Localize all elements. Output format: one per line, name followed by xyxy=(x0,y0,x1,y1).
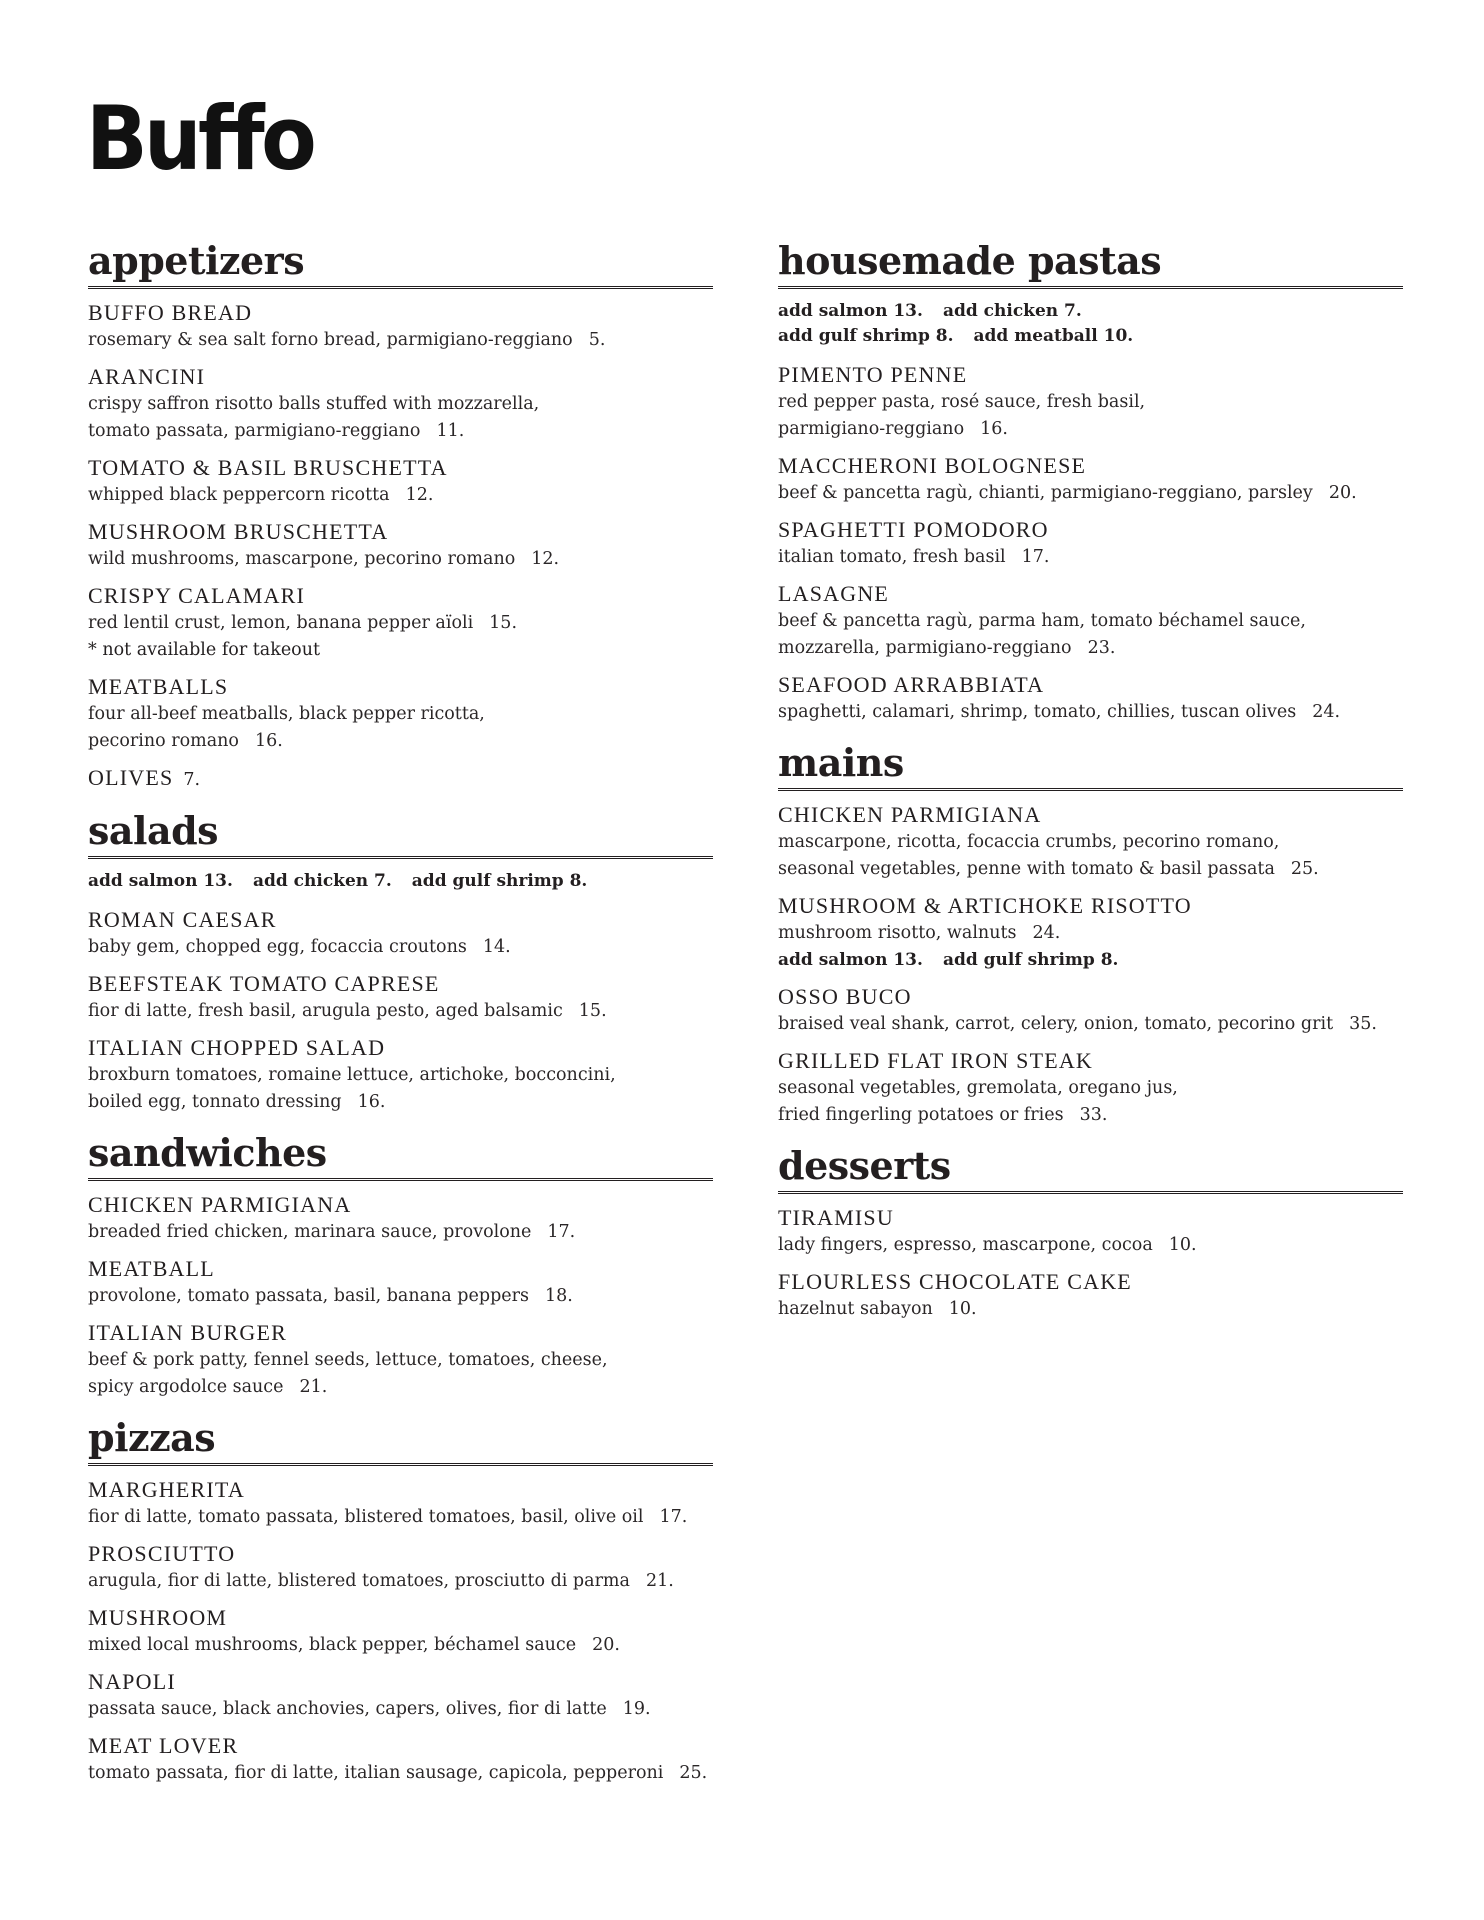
menu-column-left xyxy=(88,238,713,1801)
menu-item xyxy=(88,1604,713,1659)
item-name-text: MEATBALL xyxy=(88,1256,215,1281)
item-name xyxy=(778,516,1403,544)
item-description xyxy=(778,1102,1403,1129)
menu-item xyxy=(88,299,713,354)
item-description-text: crispy saffron risotto balls stuffed with mozzarella, xyxy=(88,394,540,414)
item-name-text: OSSO BUCO xyxy=(778,984,912,1009)
item-price: 15. xyxy=(489,613,518,633)
item-description-text: mascarpone, ricotta, focaccia crumbs, pecorino romano, xyxy=(778,832,1280,852)
item-description xyxy=(88,327,713,354)
item-description xyxy=(88,701,713,728)
item-name xyxy=(88,1255,713,1283)
item-price: 24. xyxy=(1032,923,1061,943)
menu-item xyxy=(88,673,713,755)
section-title: appetizers xyxy=(88,238,713,289)
item-price: 25. xyxy=(679,1763,708,1783)
menu-section-housemade-pastas xyxy=(778,238,1403,726)
menu-item xyxy=(778,580,1403,662)
menu-section-pizzas xyxy=(88,1415,713,1787)
item-name xyxy=(88,363,713,391)
item-description-text: seasonal vegetables, penne with tomato & basil passata xyxy=(778,859,1275,879)
menu-section-mains xyxy=(778,740,1403,1129)
addon-option: add gulf shrimp 8. xyxy=(942,950,1119,970)
menu-section-desserts xyxy=(778,1143,1403,1323)
item-description-text: passata sauce, black anchovies, capers, olives, fior di latte xyxy=(88,1699,607,1719)
item-name-text: SEAFOOD ARRABBIATA xyxy=(778,672,1045,697)
menu-item xyxy=(778,516,1403,571)
item-description xyxy=(88,1089,713,1116)
item-description xyxy=(88,728,713,755)
menu-item xyxy=(88,1255,713,1310)
item-name-text: MACCHERONI BOLOGNESE xyxy=(778,453,1087,478)
item-price: 18. xyxy=(544,1286,573,1306)
item-description-text: beef & pancetta ragù, chianti, parmigiano-reggiano, parsley xyxy=(778,483,1313,503)
item-name-text: CHICKEN PARMIGIANA xyxy=(88,1192,352,1217)
item-description xyxy=(88,482,713,509)
item-name xyxy=(778,801,1403,829)
item-name-text: ITALIAN BURGER xyxy=(88,1320,287,1345)
section-addons xyxy=(778,299,1403,349)
item-description xyxy=(778,608,1403,635)
item-name-text: TOMATO & BASIL BRUSCHETTA xyxy=(88,455,448,480)
item-description-text: whipped black peppercorn ricotta xyxy=(88,485,390,505)
menu-item xyxy=(778,983,1403,1038)
item-name-text: MUSHROOM & ARTICHOKE RISOTTO xyxy=(778,893,1192,918)
item-description-text: four all-beef meatballs, black pepper ricotta, xyxy=(88,704,485,724)
item-price: 24. xyxy=(1312,702,1341,722)
item-name xyxy=(88,1319,713,1347)
item-description xyxy=(88,1374,713,1401)
item-description-text: beef & pancetta ragù, parma ham, tomato béchamel sauce, xyxy=(778,611,1306,631)
item-name xyxy=(88,1034,713,1062)
item-name-text: PROSCIUTTO xyxy=(88,1541,236,1566)
item-name xyxy=(88,1191,713,1219)
item-price: 21. xyxy=(645,1571,674,1591)
item-description-text: parmigiano-reggiano xyxy=(778,419,965,439)
item-name-text: SPAGHETTI POMODORO xyxy=(778,517,1049,542)
item-description xyxy=(88,998,713,1025)
menu-item xyxy=(778,892,1403,974)
menu-item xyxy=(88,970,713,1025)
item-description-text: spicy argodolce sauce xyxy=(88,1377,284,1397)
item-name xyxy=(778,983,1403,1011)
item-description-text: mozzarella, parmigiano-reggiano xyxy=(778,638,1072,658)
item-price: 12. xyxy=(531,549,560,569)
item-name xyxy=(778,1047,1403,1075)
item-description-text: beef & pork patty, fennel seeds, lettuce, tomatoes, cheese, xyxy=(88,1350,608,1370)
menu-item xyxy=(88,906,713,961)
addon-option: add salmon 13. xyxy=(778,301,923,321)
item-name-text: CRISPY CALAMARI xyxy=(88,583,306,608)
item-name xyxy=(88,1604,713,1632)
item-price: 17. xyxy=(659,1507,688,1527)
item-name xyxy=(778,580,1403,608)
menu-item xyxy=(778,361,1403,443)
item-description-text: breaded fried chicken, marinara sauce, provolone xyxy=(88,1222,532,1242)
item-description-text: arugula, fior di latte, blistered tomatoes, prosciutto di parma xyxy=(88,1571,630,1591)
menu-item xyxy=(88,1191,713,1246)
item-description xyxy=(778,416,1403,443)
item-name-text: TIRAMISU xyxy=(778,1205,894,1230)
item-name xyxy=(88,1540,713,1568)
item-name-text: FLOURLESS CHOCOLATE CAKE xyxy=(778,1269,1132,1294)
item-name xyxy=(88,1668,713,1696)
item-price: 10. xyxy=(948,1299,977,1319)
item-name-text: LASAGNE xyxy=(778,581,890,606)
menu-item xyxy=(88,1540,713,1595)
item-price: 23. xyxy=(1087,638,1116,658)
item-description-text: pecorino romano xyxy=(88,731,239,751)
addon-option: add salmon 13. xyxy=(88,871,233,891)
item-name xyxy=(88,1732,713,1760)
menu-item xyxy=(778,452,1403,507)
item-name-text: MEATBALLS xyxy=(88,674,229,699)
item-price: 33. xyxy=(1079,1105,1108,1125)
item-name-text: MEAT LOVER xyxy=(88,1733,239,1758)
item-description xyxy=(778,1296,1403,1323)
item-name xyxy=(88,299,713,327)
item-description xyxy=(88,546,713,573)
item-note: * not available for takeout xyxy=(88,640,321,660)
item-description xyxy=(778,544,1403,571)
item-name xyxy=(88,673,713,701)
item-name xyxy=(88,906,713,934)
item-price: 21. xyxy=(299,1377,328,1397)
item-price: 12. xyxy=(405,485,434,505)
item-description xyxy=(88,1632,713,1659)
item-description xyxy=(778,480,1403,507)
item-description xyxy=(778,699,1403,726)
item-name-text: ITALIAN CHOPPED SALAD xyxy=(88,1035,386,1060)
menu-item xyxy=(778,1204,1403,1259)
item-description xyxy=(88,1760,713,1787)
item-name xyxy=(88,970,713,998)
item-name xyxy=(778,1268,1403,1296)
section-title: pizzas xyxy=(88,1415,713,1466)
item-description xyxy=(778,389,1403,416)
item-description xyxy=(88,610,713,637)
item-name-text: NAPOLI xyxy=(88,1669,176,1694)
item-price: 16. xyxy=(254,731,283,751)
item-description-text: seasonal vegetables, gremolata, oregano jus, xyxy=(778,1078,1178,1098)
menu-section-sandwiches xyxy=(88,1130,713,1401)
item-name xyxy=(88,764,713,794)
menu-item xyxy=(88,1732,713,1787)
item-description-text: rosemary & sea salt forno bread, parmigiano-reggiano xyxy=(88,330,573,350)
menu-item xyxy=(88,363,713,445)
item-description xyxy=(778,635,1403,662)
item-price: 19. xyxy=(622,1699,651,1719)
item-description xyxy=(88,1568,713,1595)
item-description-text: spaghetti, calamari, shrimp, tomato, chillies, tuscan olives xyxy=(778,702,1297,722)
addon-option: add gulf shrimp 8. xyxy=(411,871,588,891)
item-description-text: fried fingerling potatoes or fries xyxy=(778,1105,1064,1125)
addon-option: add chicken 7. xyxy=(942,301,1082,321)
item-description xyxy=(778,1011,1403,1038)
item-description xyxy=(88,1219,713,1246)
item-name xyxy=(778,1204,1403,1232)
item-description-text: provolone, tomato passata, basil, banana peppers xyxy=(88,1286,529,1306)
item-description-text: fior di latte, fresh basil, arugula pesto, aged balsamic xyxy=(88,1001,563,1021)
item-description xyxy=(88,391,713,418)
item-description-text: tomato passata, fior di latte, italian sausage, capicola, pepperoni xyxy=(88,1763,664,1783)
item-description xyxy=(88,418,713,445)
item-addons xyxy=(778,947,1403,974)
item-description-text: lady fingers, espresso, mascarpone, cocoa xyxy=(778,1235,1153,1255)
menu-item xyxy=(778,1047,1403,1129)
section-title: mains xyxy=(778,740,1403,791)
item-name-text: ROMAN CAESAR xyxy=(88,907,277,932)
item-price: 17. xyxy=(1021,547,1050,567)
item-name-text: BUFFO BREAD xyxy=(88,300,253,325)
item-name xyxy=(778,361,1403,389)
item-price: 7. xyxy=(183,770,201,790)
menu-section-appetizers xyxy=(88,238,713,794)
item-price: 14. xyxy=(482,937,511,957)
item-price: 15. xyxy=(578,1001,607,1021)
item-name xyxy=(88,454,713,482)
item-description xyxy=(88,1504,713,1531)
item-description-text: tomato passata, parmigiano-reggiano xyxy=(88,421,421,441)
item-description-text: red lentil crust, lemon, banana pepper aïoli xyxy=(88,613,474,633)
menu-item xyxy=(88,1319,713,1401)
section-title: salads xyxy=(88,808,713,859)
item-price: 25. xyxy=(1290,859,1319,879)
item-description xyxy=(778,829,1403,856)
item-price: 5. xyxy=(588,330,606,350)
menu-item xyxy=(88,518,713,573)
item-name xyxy=(778,452,1403,480)
menu-item xyxy=(88,764,713,794)
item-name-text: BEEFSTEAK TOMATO CAPRESE xyxy=(88,971,440,996)
item-description-text: mixed local mushrooms, black pepper, béchamel sauce xyxy=(88,1635,577,1655)
item-name xyxy=(88,582,713,610)
item-description-text: baby gem, chopped egg, focaccia croutons xyxy=(88,937,467,957)
item-description-text: red pepper pasta, rosé sauce, fresh basil, xyxy=(778,392,1146,412)
item-description-text: boiled egg, tonnato dressing xyxy=(88,1092,342,1112)
brand-logo: Buffo xyxy=(86,87,314,190)
item-description-text: mushroom risotto, walnuts xyxy=(778,923,1017,943)
item-name-text: CHICKEN PARMIGIANA xyxy=(778,802,1042,827)
item-description xyxy=(88,1347,713,1374)
addon-option: add chicken 7. xyxy=(252,871,392,891)
menu-item xyxy=(88,1476,713,1531)
item-description-text: hazelnut sabayon xyxy=(778,1299,933,1319)
menu-item xyxy=(778,671,1403,726)
item-description-text: broxburn tomatoes, romaine lettuce, artichoke, bocconcini, xyxy=(88,1065,616,1085)
menu-item xyxy=(88,1668,713,1723)
item-price: 16. xyxy=(357,1092,386,1112)
menu-column-right xyxy=(778,238,1403,1337)
item-name-text: MUSHROOM BRUSCHETTA xyxy=(88,519,389,544)
item-price: 17. xyxy=(547,1222,576,1242)
item-price: 35. xyxy=(1349,1014,1377,1034)
item-description xyxy=(778,856,1403,883)
menu-item xyxy=(778,801,1403,883)
item-name-text: ARANCINI xyxy=(88,364,206,389)
item-price: 10. xyxy=(1168,1235,1197,1255)
section-title: sandwiches xyxy=(88,1130,713,1181)
menu-section-salads xyxy=(88,808,713,1116)
menu-item xyxy=(88,1034,713,1116)
section-title: desserts xyxy=(778,1143,1403,1194)
addon-option: add gulf shrimp 8. xyxy=(778,326,954,346)
item-name xyxy=(88,518,713,546)
item-name-text: MARGHERITA xyxy=(88,1477,245,1502)
item-description xyxy=(778,1232,1403,1259)
item-description-text: wild mushrooms, mascarpone, pecorino romano xyxy=(88,549,516,569)
item-name-text: MUSHROOM xyxy=(88,1605,228,1630)
item-description-text: fior di latte, tomato passata, blistered tomatoes, basil, olive oil xyxy=(88,1507,644,1527)
addon-option: add salmon 13. xyxy=(778,950,923,970)
section-addons xyxy=(88,869,713,894)
item-name-text: PIMENTO PENNE xyxy=(778,362,968,387)
item-price: 20. xyxy=(1328,483,1357,503)
item-description-text: braised veal shank, carrot, celery, onion, tomato, pecorino grit xyxy=(778,1014,1334,1034)
item-description-text: italian tomato, fresh basil xyxy=(778,547,1006,567)
item-description xyxy=(778,920,1403,947)
item-name xyxy=(778,671,1403,699)
item-description xyxy=(88,1283,713,1310)
item-price: 16. xyxy=(980,419,1008,439)
item-price: 20. xyxy=(592,1635,620,1655)
item-name xyxy=(778,892,1403,920)
item-description xyxy=(778,1075,1403,1102)
item-description xyxy=(88,1062,713,1089)
menu-item xyxy=(88,582,713,664)
item-price: 11. xyxy=(436,421,465,441)
item-name-text: OLIVES xyxy=(88,765,174,790)
item-name-text: GRILLED FLAT IRON STEAK xyxy=(778,1048,1094,1073)
addon-option: add meatball 10. xyxy=(973,326,1134,346)
item-description xyxy=(88,934,713,961)
menu-item xyxy=(778,1268,1403,1323)
item-description xyxy=(88,1696,713,1723)
menu-item xyxy=(88,454,713,509)
item-name xyxy=(88,1476,713,1504)
section-title: housemade pastas xyxy=(778,238,1403,289)
